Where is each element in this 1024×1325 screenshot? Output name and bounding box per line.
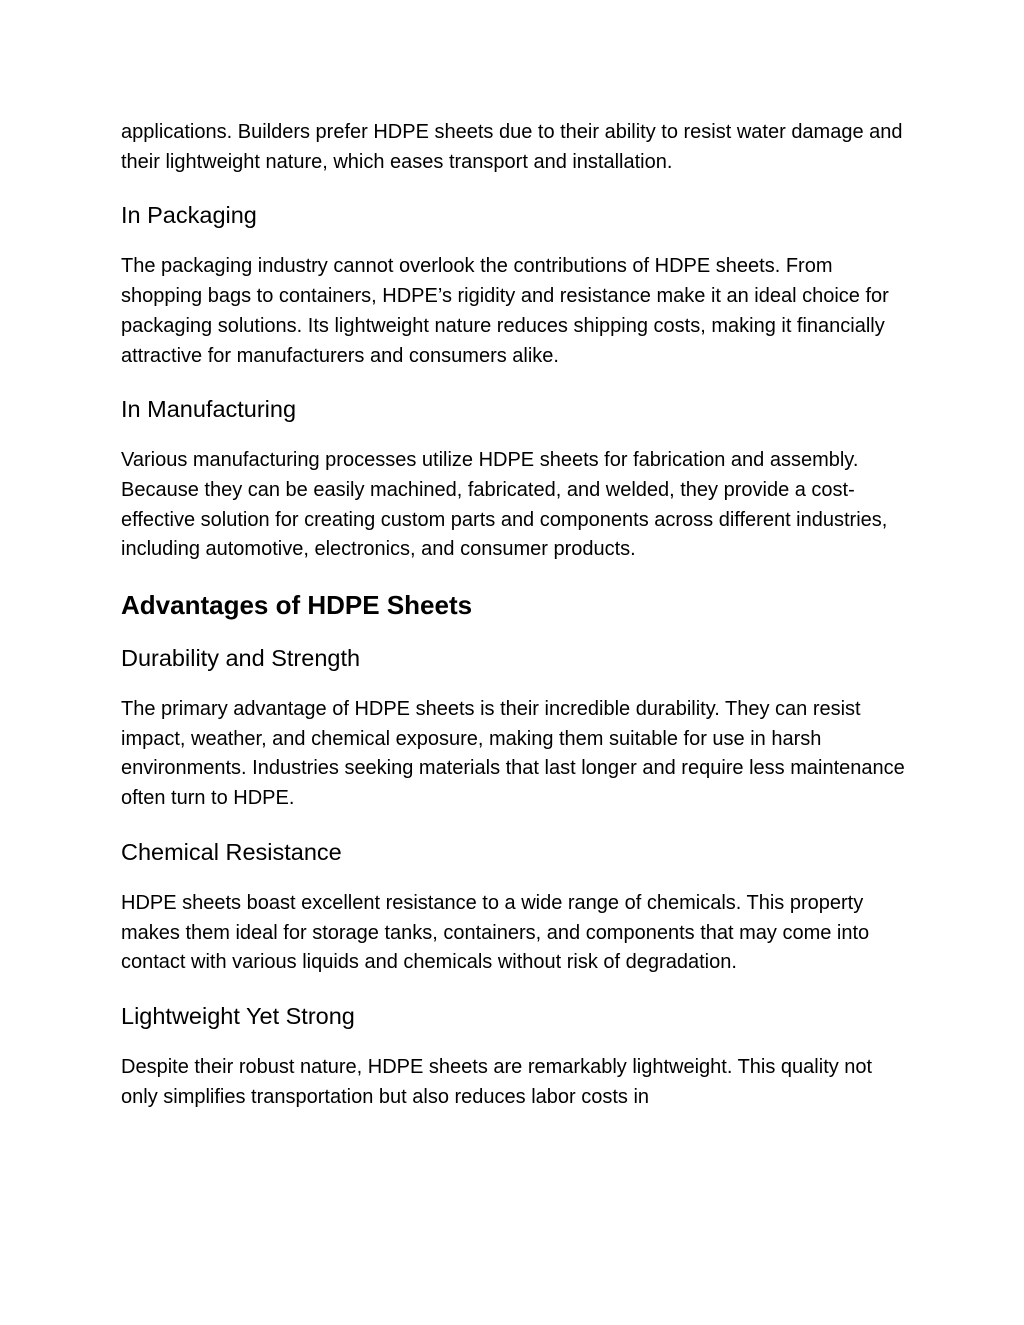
heading-in-manufacturing: In Manufacturing <box>121 396 297 423</box>
heading-chemical-resistance: Chemical Resistance <box>121 838 342 865</box>
heading-lightweight-strong: Lightweight Yet Strong <box>121 1002 355 1029</box>
paragraph-chemical: HDPE sheets boast excellent resistance to a wide range of chemicals. This property makes them ideal for storage tanks, containers, and components that may come into contact with various liquids and chemicals without risk of degradation. <box>121 891 870 974</box>
paragraph-manufacturing: Various manufacturing processes utilize HDPE sheets for fabrication and assembly. Because they can be easily machined, fabricated, and welded, they provide a cost-effective solution for creating custom parts and components across different industries, including automotive, electronics, and consumer products. <box>121 449 888 561</box>
paragraph-durability: The primary advantage of HDPE sheets is their incredible durability. They can resist impact, weather, and chemical exposure, making them suitable for use in harsh environments. Industries seeking materials that last longer and require less maintenance often turn to HDPE. <box>121 698 905 810</box>
paragraph-lightweight: Despite their robust nature, HDPE sheets are remarkably lightweight. This quality not only simplifies transportation but also reduces labor costs in <box>121 1055 873 1108</box>
paragraph-construction-continued: applications. Builders prefer HDPE sheets due to their ability to resist water damage and their lightweight nature, which eases transport and installation. <box>121 121 903 173</box>
heading-durability-strength: Durability and Strength <box>121 645 361 672</box>
heading-in-packaging: In Packaging <box>121 202 257 229</box>
heading-advantages: Advantages of HDPE Sheets <box>121 590 473 621</box>
document-page <box>121 118 911 1112</box>
paragraph-packaging: The packaging industry cannot overlook the contributions of HDPE sheets. From shopping bags to containers, HDPE’s rigidity and resistance make it an ideal choice for packaging solutions. Its lightweight nature reduces shipping costs, making it financially attractive for manufacturers and consumers alike. <box>121 255 889 367</box>
